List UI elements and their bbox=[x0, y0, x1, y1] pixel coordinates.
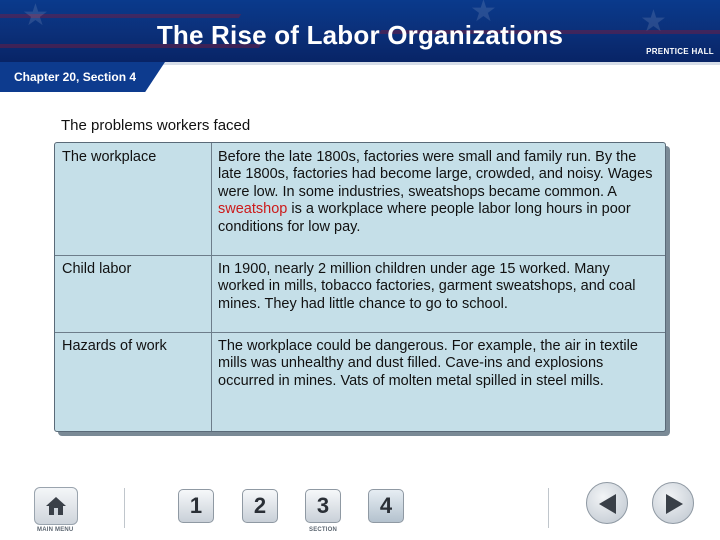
previous-button[interactable] bbox=[586, 482, 628, 524]
row-label: Child labor bbox=[62, 261, 132, 277]
problems-table bbox=[54, 142, 666, 432]
row-text: The workplace could be dangerous. For example, the air in textile mills was unhealthy and dust filled. Cave-ins and explosions occurred in mines. Vats of molten metal spilled in steel mills. bbox=[218, 338, 638, 389]
header-banner: ★ ★ ★ The Rise of Labor Organizations PRENTICE HALL bbox=[0, 0, 720, 62]
left-arrow-icon bbox=[596, 492, 620, 516]
row-label: The workplace bbox=[62, 149, 157, 165]
row-text bbox=[218, 149, 658, 236]
section-button-1[interactable]: 1 bbox=[178, 489, 214, 523]
section-button-3[interactable]: 3 bbox=[305, 489, 341, 523]
row-label: Hazards of work bbox=[62, 338, 167, 354]
publisher-logo: PRENTICE HALL bbox=[646, 47, 714, 56]
right-arrow-icon bbox=[662, 492, 686, 516]
home-icon bbox=[45, 495, 67, 517]
main-menu-button[interactable] bbox=[34, 487, 78, 525]
footer-divider bbox=[124, 488, 125, 528]
next-button[interactable] bbox=[652, 482, 694, 524]
row-text-part: is a workplace where people labor long hours in poor conditions for low pay. bbox=[218, 201, 631, 235]
footer-divider bbox=[548, 488, 549, 528]
row-text-part: Before the late 1800s, factories were small and family run. By the late 1800s, factories had become large, crowded, and noisy. Wages were low. In some industries, sweatshops became common. A bbox=[218, 149, 653, 200]
highlighted-term: sweatshop bbox=[218, 201, 288, 218]
section-caption: SECTION bbox=[309, 527, 338, 533]
table-row bbox=[55, 255, 665, 333]
section-button-4[interactable]: 4 bbox=[368, 489, 404, 523]
main-menu-caption: MAIN MENU bbox=[37, 527, 74, 533]
row-text: In 1900, nearly 2 million children under age 15 worked. Many worked in mills, tobacco factories, garment sweatshops, and coal mines. They had little chance to go to school. bbox=[218, 261, 636, 312]
section-label: Chapter 20, Section 4 bbox=[14, 70, 137, 84]
content-heading: The problems workers faced bbox=[61, 117, 251, 134]
table-row bbox=[55, 332, 665, 431]
table-row bbox=[55, 143, 665, 256]
section-button-2[interactable]: 2 bbox=[242, 489, 278, 523]
page-title: The Rise of Labor Organizations bbox=[156, 20, 564, 50]
